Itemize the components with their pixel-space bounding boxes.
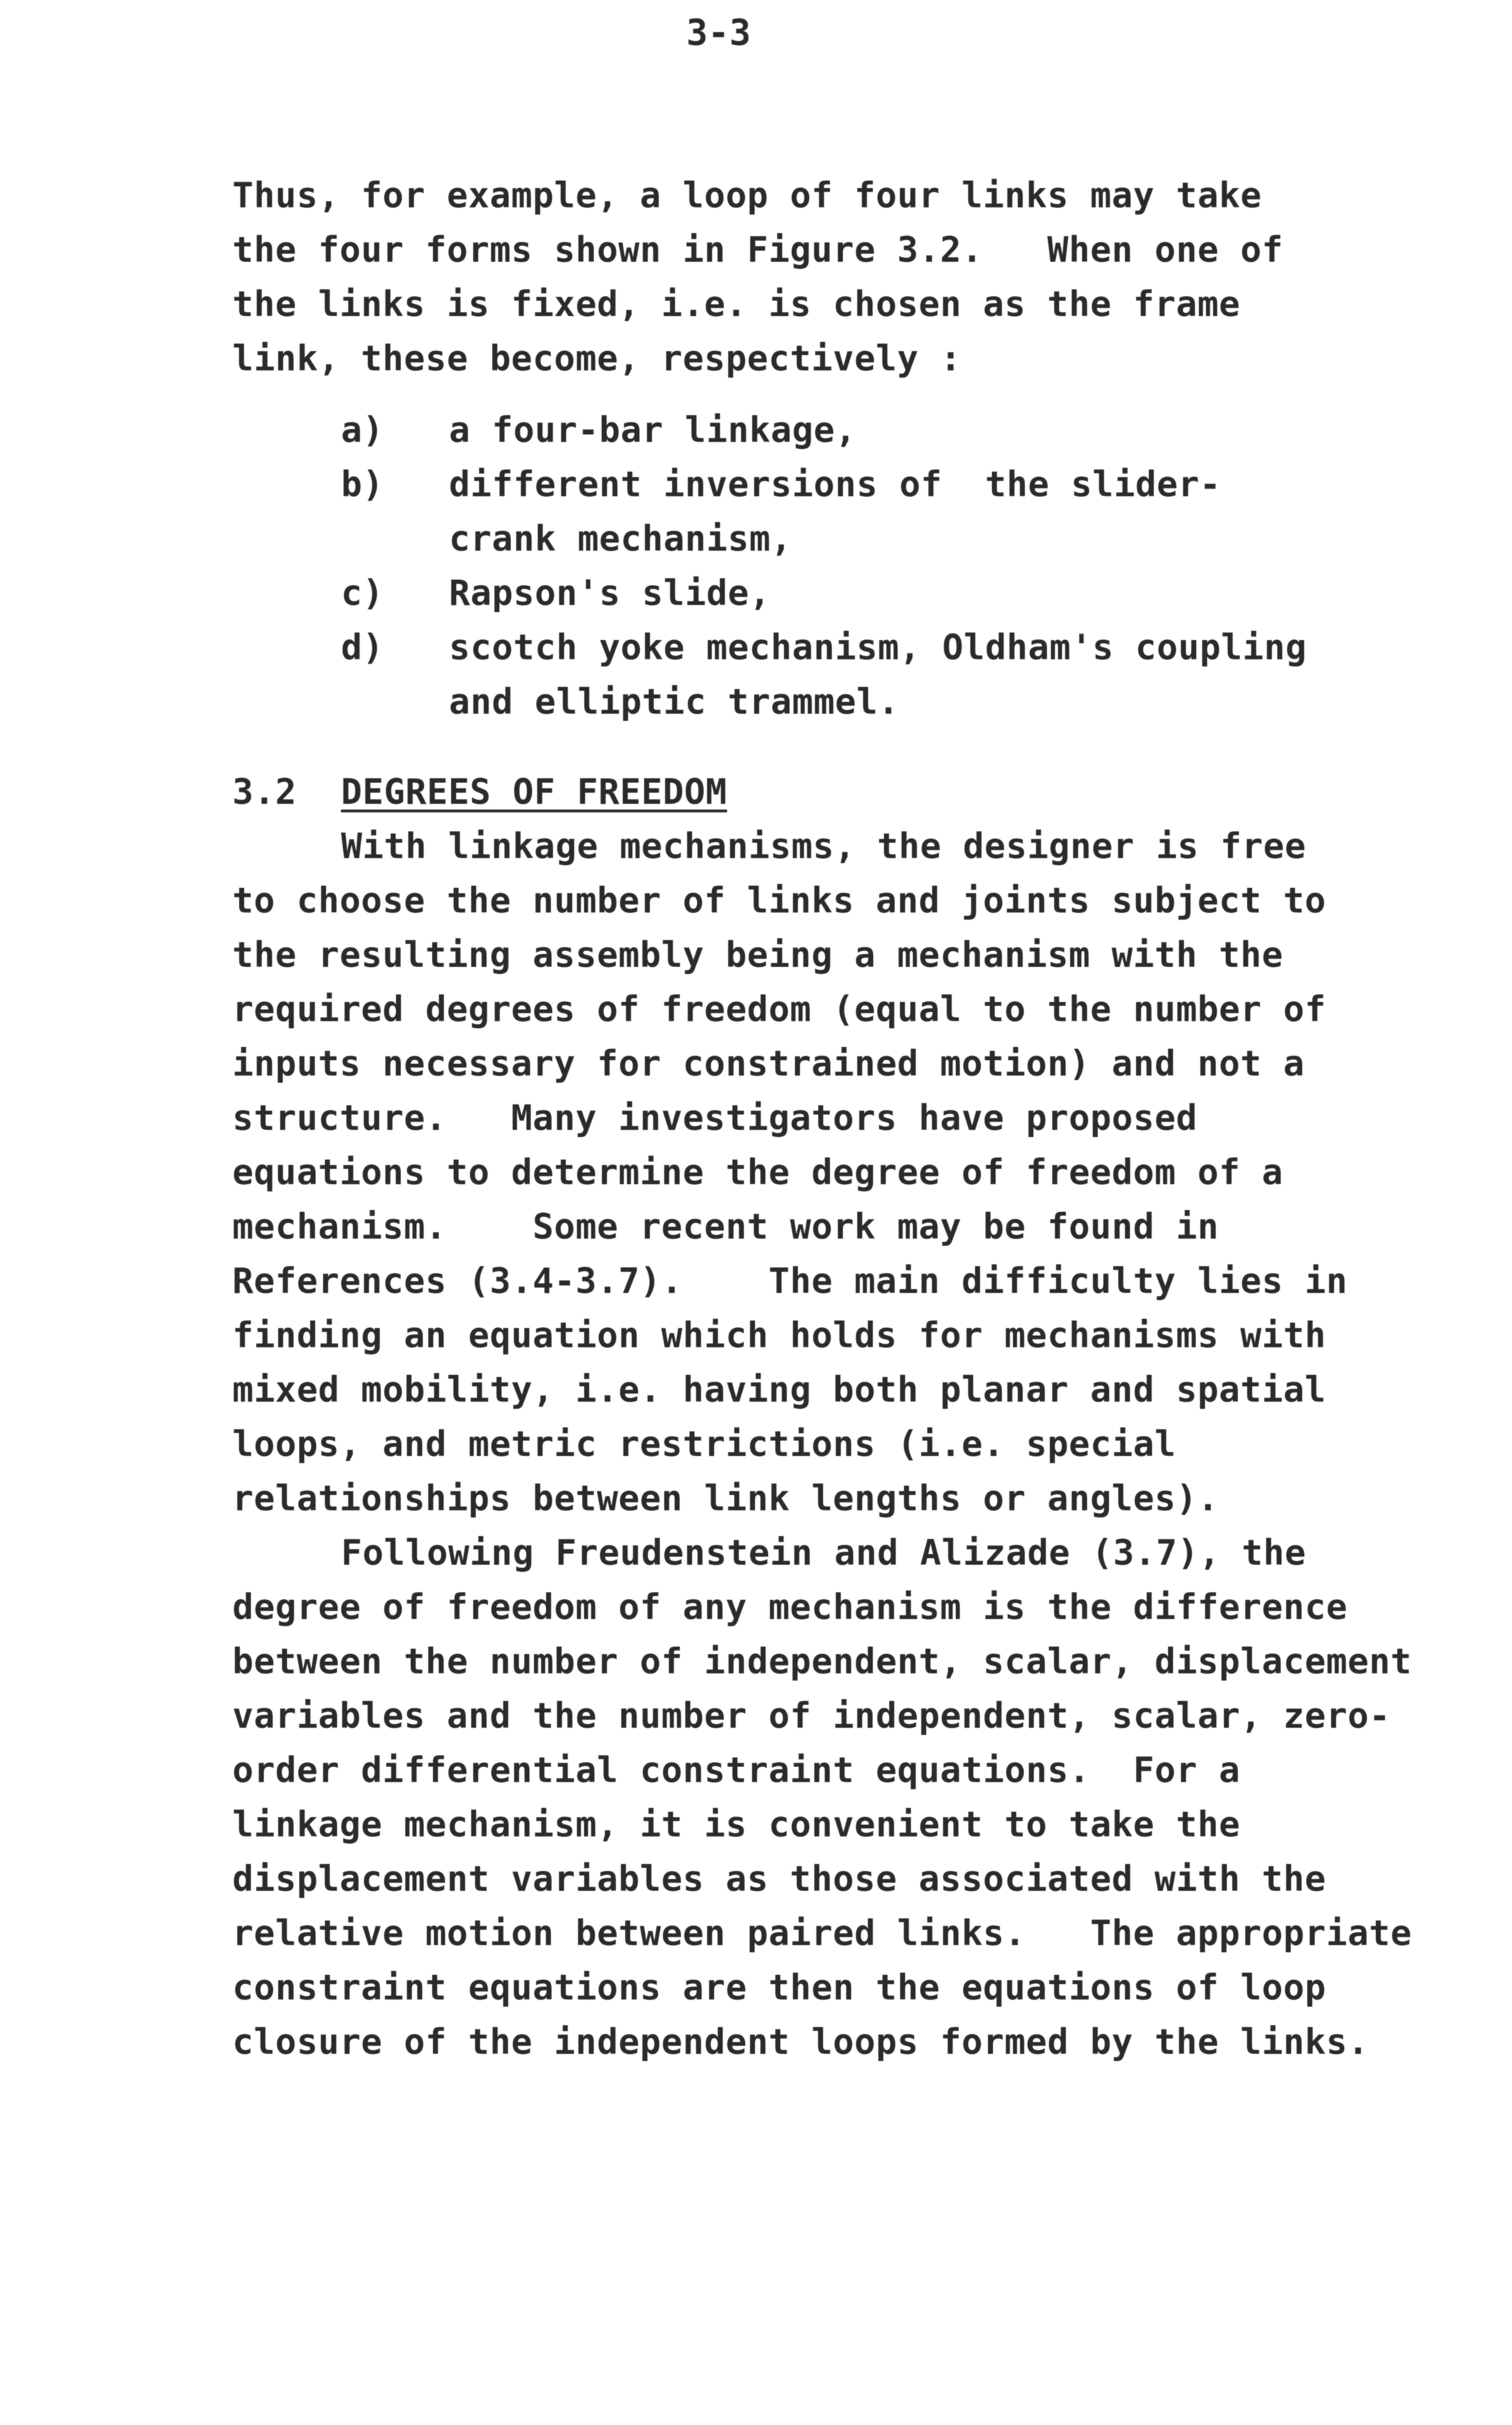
paragraph1-line-2: to choose the number of links and joints subject to <box>232 880 1327 921</box>
paragraph2-line-3: between the number of independent, scalar, displacement <box>232 1641 1413 1682</box>
list-label-b: b) <box>341 464 385 505</box>
list-item-a-line-1: a four-bar linkage, <box>449 410 857 451</box>
paragraph2-line-9: constraint equations are then the equations of loop <box>232 1967 1327 2008</box>
paragraph2-line-8: relative motion between paired links. The appropriate <box>232 1913 1413 1954</box>
list-item-b-line-2: crank mechanism, <box>449 518 793 559</box>
paragraph1-line-8: mechanism. Some recent work may be found in <box>232 1206 1220 1247</box>
paragraph1-line-1: With linkage mechanisms, the designer is free <box>341 826 1307 867</box>
intro-line-3: the links is fixed, i.e. is chosen as the frame <box>232 284 1241 325</box>
paragraph1-line-11: mixed mobility, i.e. having both planar and spatial <box>232 1369 1327 1410</box>
intro-line-2: the four forms shown in Figure 3.2. When one of <box>232 230 1284 270</box>
intro-line-1: Thus, for example, a loop of four links may take <box>232 175 1263 216</box>
paragraph1-line-13: relationships between link lengths or angles). <box>232 1478 1220 1519</box>
paragraph1-line-7: equations to determine the degree of freedom of a <box>232 1152 1284 1193</box>
page-number: 3-3 <box>686 12 751 54</box>
section-number: 3.2 <box>232 772 297 812</box>
paragraph2-line-5: order differential constraint equations. For a <box>232 1750 1241 1791</box>
paragraph2-line-7: displacement variables as those associated with the <box>232 1859 1327 1899</box>
list-label-d: d) <box>341 627 385 668</box>
paragraph2-line-10: closure of the independent loops formed by the links. <box>232 2022 1370 2062</box>
list-item-c-line-1: Rapson's slide, <box>449 573 771 614</box>
paragraph1-line-3: the resulting assembly being a mechanism with the <box>232 935 1284 975</box>
paragraph2-line-6: linkage mechanism, it is convenient to take the <box>232 1804 1241 1845</box>
paragraph1-line-12: loops, and metric restrictions (i.e. special <box>232 1424 1177 1465</box>
paragraph1-line-6: structure. Many investigators have proposed <box>232 1098 1198 1138</box>
paragraph2-line-1: Following Freudenstein and Alizade (3.7), the <box>341 1533 1307 1573</box>
list-label-c: c) <box>341 573 385 614</box>
paragraph1-line-5: inputs necessary for constrained motion) and not a <box>232 1043 1305 1084</box>
paragraph1-line-4: required degrees of freedom (equal to the number of <box>232 989 1327 1030</box>
paragraph1-line-9: References (3.4-3.7). The main difficulty lies in <box>232 1261 1348 1302</box>
list-item-d-line-1: scotch yoke mechanism, Oldham's coupling <box>449 627 1308 668</box>
paragraph2-line-2: degree of freedom of any mechanism is the difference <box>232 1587 1348 1628</box>
paragraph1-line-10: finding an equation which holds for mechanisms with <box>232 1315 1327 1356</box>
section-title: DEGREES OF FREEDOM <box>341 772 728 812</box>
list-item-d-line-2: and elliptic trammel. <box>449 682 900 722</box>
list-label-a: a) <box>341 410 385 451</box>
list-item-b-line-1: different inversions of the slider- <box>449 464 1222 505</box>
intro-line-4: link, these become, respectively : <box>232 338 962 379</box>
paragraph2-line-4: variables and the number of independent, scalar, zero- <box>232 1696 1391 1736</box>
